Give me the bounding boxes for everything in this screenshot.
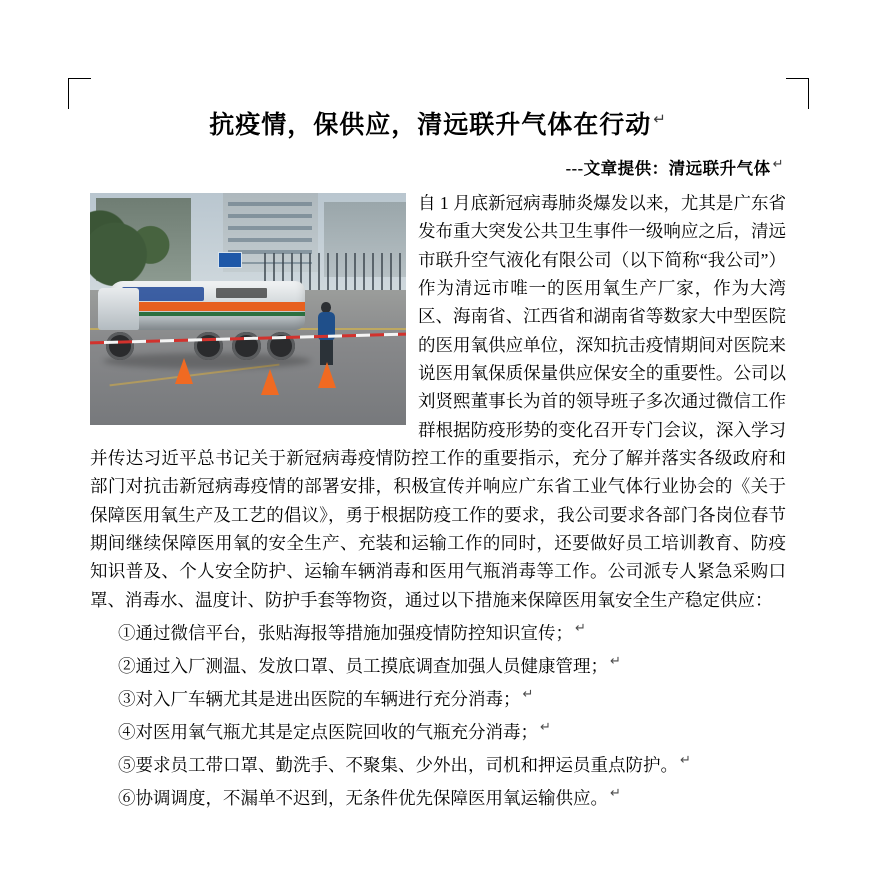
list-item-text: ⑥协调调度，不漏单不迟到，无条件优先保障医用氧运输供应。 [118, 787, 608, 808]
page-title [90, 108, 786, 143]
paragraph-mark-icon: ↵ [540, 719, 551, 735]
crop-mark-top-right [786, 78, 809, 109]
paragraph-mark-icon: ↵ [653, 110, 667, 128]
photo-traffic-cone [175, 358, 193, 384]
photo-tanker-truck [90, 193, 406, 425]
list-item [118, 748, 786, 781]
byline-text: ---文章提供：清远联升气体 [565, 159, 771, 178]
body-paragraph: 自 1 月底新冠病毒肺炎爆发以来，尤其是广东省发布重大突发公共卫生事件一级响应之后，清远市联升空气液化有限公司（以下简称“我公司”）作为清远市唯一的医用氧生产厂家，作为大湾区、海南省、江西省和湖南省等数家大中型医院的医用氧供应单位，深知抗击疫情期间对医院来说医用氧保质保量供应保安全的重要性。公司以刘贤熙董事长为首的领导班子多次通过微信工作群根据防疫形势的变化召开专门会议，深入学习并传达习近平总书记关于新冠病毒疫情防控工作的重要指示，充分了解并落实各级政府和部门对抗击新冠病毒疫情的部署安排，积极宣传并响应广东省工业气体行业协会的《关于保障医用氧生产及工艺的倡议》，勇于根据防疫工作的要求，我公司要求各部门各岗位春节期间继续保障医用氧的安全生产、充装和运输工作的同时，还要做好员工培训教育、防疫知识普及、个人安全防护、运输车辆消毒和医用气瓶消毒等工作。公司派专人紧急采购口罩、消毒水、温度计、防护手套等物资，通过以下措施来保障医用氧安全生产稳定供应： [90, 193, 786, 610]
measures-list [90, 616, 786, 814]
photo-trees [90, 207, 216, 286]
document-content [90, 100, 786, 814]
page-title-text: 抗疫情，保供应，清远联升气体在行动 [209, 112, 652, 139]
paragraph-mark-icon: ↵ [680, 752, 691, 768]
photo-tanker-marking [216, 288, 267, 298]
list-item-text: ①通过微信平台，张贴海报等措施加强疫情防控知识宣传； [118, 622, 573, 643]
list-item [118, 616, 786, 649]
paragraph-mark-icon: ↵ [522, 686, 534, 702]
list-item [118, 682, 786, 715]
photo-truck-cab [98, 288, 139, 330]
list-item [118, 781, 786, 814]
crop-mark-top-left [68, 78, 91, 109]
paragraph-mark-icon: ↵ [610, 653, 621, 669]
paragraph-mark-icon: ↵ [772, 155, 784, 171]
list-item [118, 649, 786, 682]
photo-worker-legs [320, 340, 333, 365]
photo-sign [218, 252, 242, 268]
photo-traffic-cone [318, 362, 336, 388]
body-paragraph-block [90, 189, 786, 614]
photo-traffic-cone [261, 369, 279, 395]
list-item-text: ②通过入厂测温、发放口罩、员工摸底调查加强人员健康管理； [118, 655, 608, 676]
photo-truck-wheel [106, 332, 134, 360]
photo-truck-wheel [194, 332, 222, 360]
list-item [118, 715, 786, 748]
photo-worker [316, 302, 337, 365]
list-item-text: ⑤要求员工带口罩、勤洗手、不聚集、少外出，司机和押运员重点防护。 [118, 754, 678, 775]
byline [90, 155, 786, 179]
list-item-text: ③对入厂车辆尤其是进出医院的车辆进行充分消毒； [118, 688, 521, 709]
paragraph-mark-icon: ↵ [575, 620, 586, 636]
paragraph-mark-icon: ↵ [610, 785, 621, 800]
list-item-text: ④对医用氧气瓶尤其是定点医院回收的气瓶充分消毒； [118, 721, 538, 742]
